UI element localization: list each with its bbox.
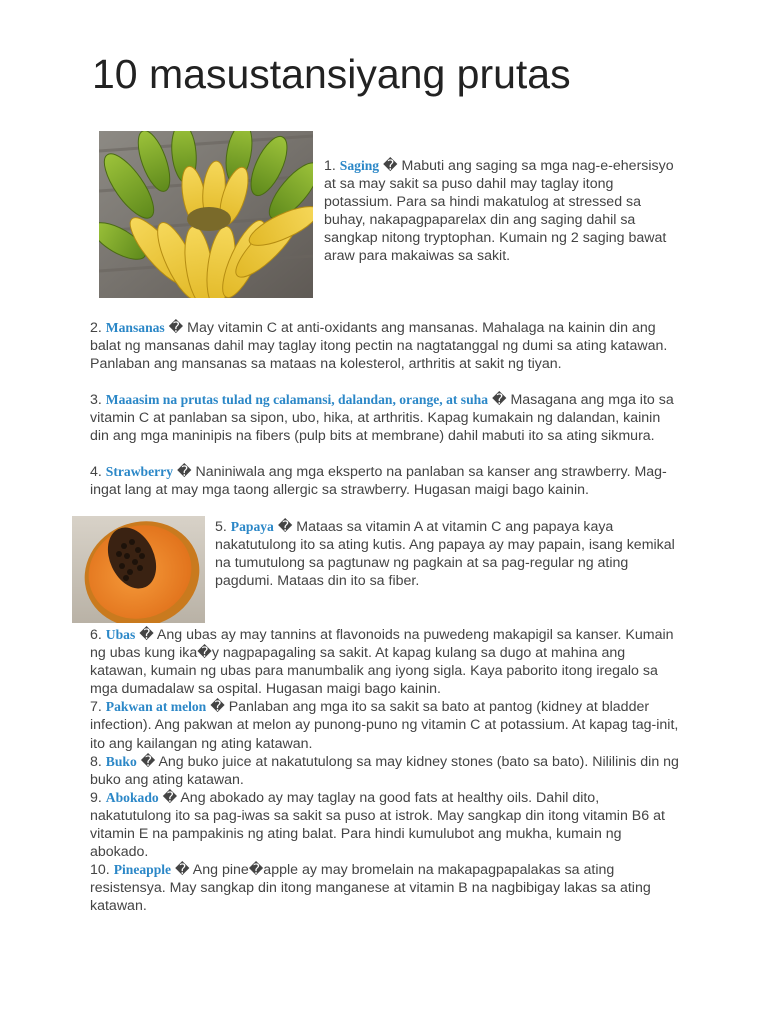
item-text: � Naniniwala ang mga eksperto na panlaban sa kanser ang strawberry. Mag-ingat lang at may mga taong allergic sa strawberry. Hugasan maigi bago kainin. [90, 464, 667, 499]
item-number: 4. [90, 464, 102, 480]
fruit-name-mansanas[interactable]: Mansanas [105, 320, 165, 335]
items-6-10 [90, 626, 682, 916]
item-text: � Mataas sa vitamin A at vitamin C ang papaya kaya nakatutulong ito sa ating kutis. Ang papaya ay may papain, isang kemikal na tumutulong sa pagtunaw ng pagkain at sa pag-regular ng ating pagdumi. Mataas din ito sa fiber. [215, 519, 675, 590]
fruit-name-saging[interactable]: Saging [339, 158, 380, 173]
fruit-name-strawberry[interactable]: Strawberry [105, 464, 173, 479]
item-number: 5. [215, 519, 227, 535]
fruit-name-ubas[interactable]: Ubas [105, 627, 136, 642]
item-abokado [90, 789, 682, 861]
item-number: 2. [90, 320, 102, 336]
fruit-name-buko[interactable]: Buko [105, 753, 137, 769]
fruit-name-abokado[interactable]: Abokado [105, 789, 159, 805]
item-ubas [90, 626, 682, 698]
fruit-name-pakwan[interactable]: Pakwan at melon [105, 699, 207, 715]
item-pakwan [90, 698, 682, 752]
item-maaasim [90, 391, 680, 445]
item-mansanas [90, 319, 680, 373]
item-number: 8. [90, 753, 102, 770]
item-pineapple [90, 861, 682, 915]
fruit-name-papaya[interactable]: Papaya [230, 519, 274, 534]
item-number: 10. [90, 862, 110, 879]
item-text: � Mabuti ang saging sa mga nag-e-ehersisyo at sa may sakit sa puso dahil may taglay itong potassium. Para sa hindi makatulog at stressed sa buhay, nakapagpaparelax din ang saging dahil sa sangkap nitong tryptophan. Kumain ng 2 saging bawat araw para makaiwas sa sakit. [324, 158, 674, 265]
item-number: 9. [90, 789, 102, 806]
item-strawberry [90, 463, 680, 499]
page-title: 10 masustansiyang prutas [92, 51, 571, 97]
item-text: � Masagana ang mga ito sa vitamin C at panlaban sa sipon, ubo, hika, at arthritis. Kapag kumakain ng dalandan, kainin din ang mga maninipis na fibers (pulp bits at membrane) dahil mabuti ito sa ating sikmura. [90, 392, 674, 445]
fruit-name-maaasim[interactable]: Maaasim na prutas tulad ng calamansi, dalandan, orange, at suha [105, 392, 489, 407]
item-number: 6. [90, 627, 102, 643]
item-text: � Ang abokado ay may taglay na good fats at healthy oils. Dahil dito, nakatutulong ito sa pag-iwas sa sakit sa puso at istrok. May sangkap din itong vitamin B6 at vitamin E na pampakinis ng ating balat. Para hindi kumulubot ang mukha, kumain ng abokado. [90, 789, 665, 861]
item-text: � Ang buko juice at nakatutulong sa may kidney stones (bato sa bato). Nililinis din ng buko ang ating katawan. [90, 753, 679, 788]
fruit-name-pineapple[interactable]: Pineapple [113, 862, 172, 878]
item-number: 3. [90, 392, 102, 408]
item-text: � May vitamin C at anti-oxidants ang mansanas. Mahalaga na kainin din ang balat ng mansanas dahil may taglay itong pectin na nagtatanggal ng dumi sa ating katawan. Panlaban ang mansanas sa mataas na kolesterol, arthritis at sakit ng tiyan. [90, 320, 668, 373]
item-papaya [215, 518, 680, 590]
item-buko [90, 753, 682, 789]
item-text: � Ang ubas ay may tannins at flavonoids na puwedeng makapigil sa kanser. Kumain ng ubas kung ika�y nagpapagaling sa sakit. At kapag kulang sa dugo at mahina ang katawan, kumain ng ubas para manumbalik ang iyong sigla. Kaya paborito itong iregalo sa mga dumadalaw sa ospital. Hugasan maigi bago kainin. [90, 627, 674, 698]
item-saging [324, 157, 684, 266]
item-text: � Ang pine�apple ay may bromelain na makapagpapalakas sa ating resistensya. May sangkap din itong manganese at vitamin B na nagbibigay lakas sa ating katawan. [90, 862, 651, 915]
item-text: � Panlaban ang mga ito sa sakit sa bato at pantog (kidney at bladder infection). Ang pakwan at melon ay punong-puno ng vitamin C at potassium. At kapag tag-init, ito ang kailangan ng ating katawan. [90, 699, 679, 752]
banana-photo [99, 131, 313, 298]
papaya-photo [72, 516, 205, 623]
item-number: 7. [90, 699, 102, 716]
item-number: 1. [324, 158, 336, 174]
